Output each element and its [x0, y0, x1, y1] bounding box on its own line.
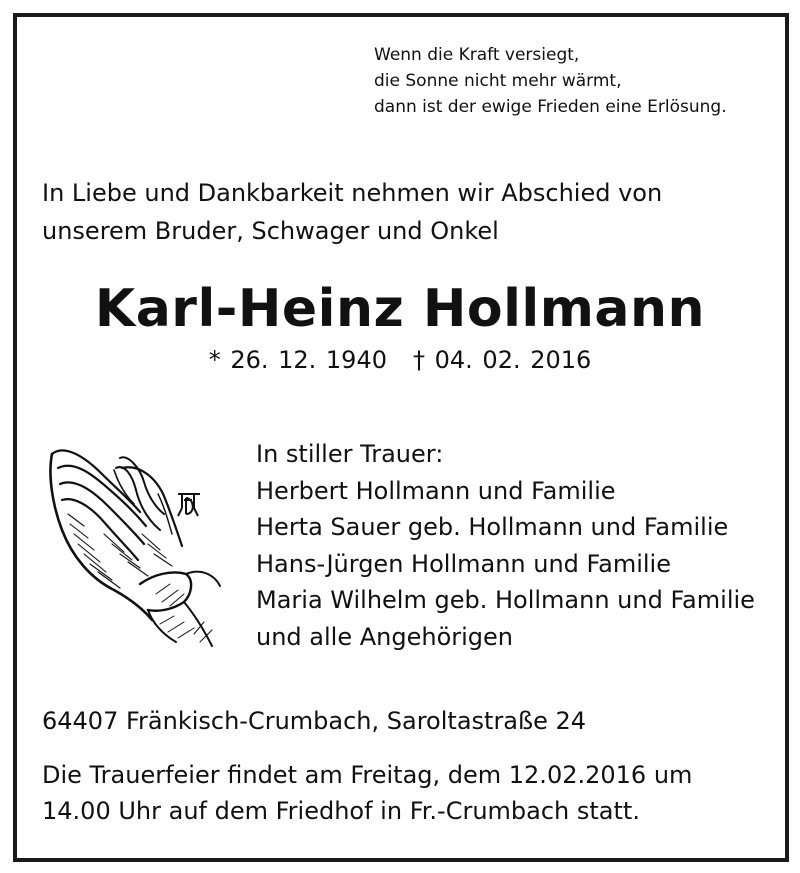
poem — [374, 42, 727, 120]
poem-line: die Sonne nicht mehr wärmt, — [374, 71, 622, 91]
mourners-heading: In stiller Trauer: — [256, 440, 444, 468]
life-dates — [0, 342, 800, 378]
intro-line: In Liebe und Dankbarkeit nehmen wir Abschied von — [42, 179, 663, 207]
mourners-list — [256, 436, 755, 656]
deceased-name: Karl-Heinz Hollmann — [94, 279, 706, 339]
mourner-entry: Herta Sauer geb. Hollmann und Familie — [256, 513, 729, 542]
poem-line: dann ist der ewige Frieden eine Erlösung. — [374, 97, 727, 117]
mourner-entry: Hans-Jürgen Hollmann und Familie — [256, 549, 671, 578]
praying-hands-icon — [44, 434, 234, 649]
funeral-line: 14.00 Uhr auf dem Friedhof in Fr.-Crumbach statt. — [42, 797, 640, 825]
birth-date: * 26. 12. 1940 — [208, 346, 387, 374]
mourner-entry: und alle Angehörigen — [256, 622, 513, 651]
death-date: † 04. 02. 2016 — [413, 346, 592, 374]
monogram-icon — [178, 494, 200, 516]
poem-line: Wenn die Kraft versiegt, — [374, 45, 580, 65]
intro-line: unserem Bruder, Schwager und Onkel — [42, 217, 499, 245]
funeral-info — [42, 757, 692, 829]
intro-text — [42, 174, 662, 250]
mourner-entry: Maria Wilhelm geb. Hollmann und Familie — [256, 586, 755, 615]
mourner-entry: Herbert Hollmann und Familie — [256, 476, 616, 505]
family-address: 64407 Fränkisch-Crumbach, Saroltastraße 24 — [42, 707, 587, 735]
funeral-line: Die Trauerfeier findet am Freitag, dem 12.02.2016 um — [42, 761, 693, 789]
